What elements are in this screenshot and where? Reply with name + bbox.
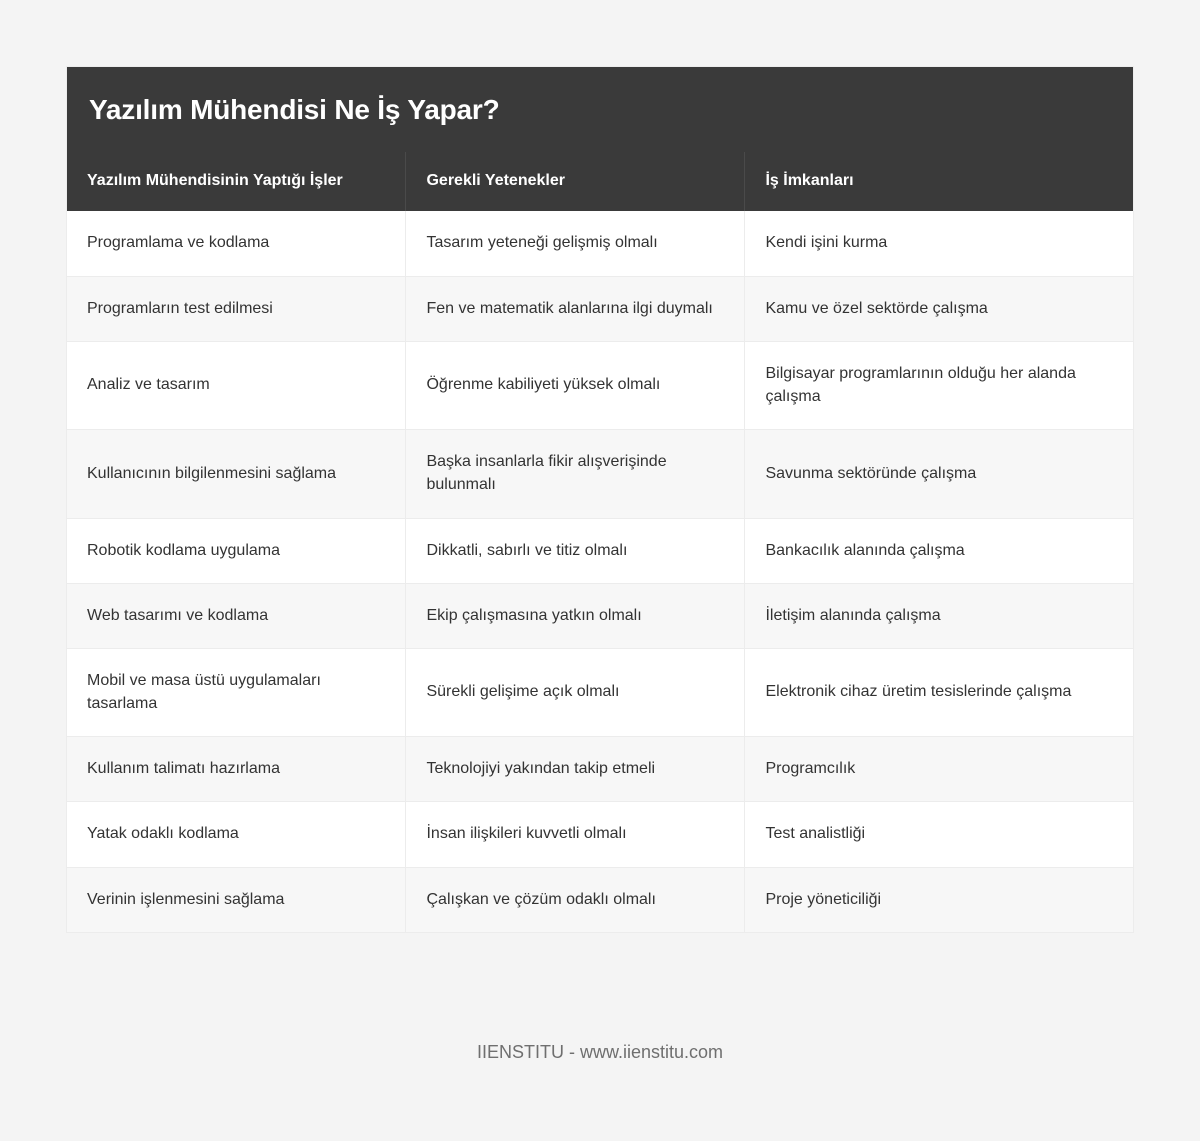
cell-task: Robotik kodlama uygulama — [67, 518, 406, 583]
column-header-tasks: Yazılım Mühendisinin Yaptığı İşler — [67, 152, 406, 212]
cell-skill: Çalışkan ve çözüm odaklı olmalı — [406, 867, 745, 932]
table-row — [67, 518, 1133, 583]
cell-task: Kullanım talimatı hazırlama — [67, 737, 406, 802]
cell-job: Bilgisayar programlarının olduğu her alanda çalışma — [745, 341, 1133, 429]
cell-skill: Ekip çalışmasına yatkın olmalı — [406, 583, 745, 648]
cell-job: Proje yöneticiliği — [745, 867, 1133, 932]
cell-skill: Başka insanlarla fikir alışverişinde bulunmalı — [406, 430, 745, 518]
table-header-row — [67, 152, 1133, 212]
table-body — [67, 211, 1133, 931]
cell-skill: İnsan ilişkileri kuvvetli olmalı — [406, 802, 745, 867]
cell-task: Programlama ve kodlama — [67, 211, 406, 276]
cell-job: Programcılık — [745, 737, 1133, 802]
cell-task: Verinin işlenmesini sağlama — [67, 867, 406, 932]
table-row — [67, 211, 1133, 276]
table-row — [67, 737, 1133, 802]
info-table-card — [67, 67, 1133, 932]
table-header — [67, 152, 1133, 212]
table-row — [67, 802, 1133, 867]
table-row — [67, 430, 1133, 518]
cell-task: Programların test edilmesi — [67, 276, 406, 341]
cell-job: İletişim alanında çalışma — [745, 583, 1133, 648]
table-row — [67, 867, 1133, 932]
page-title: Yazılım Mühendisi Ne İş Yapar? — [67, 67, 1133, 152]
cell-job: Kamu ve özel sektörde çalışma — [745, 276, 1133, 341]
table-row — [67, 648, 1133, 736]
cell-skill: Fen ve matematik alanlarına ilgi duymalı — [406, 276, 745, 341]
column-header-skills: Gerekli Yetenekler — [406, 152, 745, 212]
cell-task: Yatak odaklı kodlama — [67, 802, 406, 867]
cell-task: Analiz ve tasarım — [67, 341, 406, 429]
cell-skill: Sürekli gelişime açık olmalı — [406, 648, 745, 736]
cell-skill: Tasarım yeteneği gelişmiş olmalı — [406, 211, 745, 276]
cell-task: Mobil ve masa üstü uygulamaları tasarlama — [67, 648, 406, 736]
cell-skill: Teknolojiyi yakından takip etmeli — [406, 737, 745, 802]
cell-job: Test analistliği — [745, 802, 1133, 867]
cell-skill: Dikkatli, sabırlı ve titiz olmalı — [406, 518, 745, 583]
column-header-job-opportunities: İş İmkanları — [745, 152, 1133, 212]
cell-task: Web tasarımı ve kodlama — [67, 583, 406, 648]
footer-attribution: IIENSTITU - www.iienstitu.com — [476, 1042, 724, 1062]
cell-task: Kullanıcının bilgilenmesini sağlama — [67, 430, 406, 518]
cell-job: Savunma sektöründe çalışma — [745, 430, 1133, 518]
table-row — [67, 341, 1133, 429]
software-engineer-table — [67, 152, 1133, 932]
cell-skill: Öğrenme kabiliyeti yüksek olmalı — [406, 341, 745, 429]
table-row — [67, 583, 1133, 648]
table-row — [67, 276, 1133, 341]
cell-job: Bankacılık alanında çalışma — [745, 518, 1133, 583]
cell-job: Elektronik cihaz üretim tesislerinde çalışma — [745, 648, 1133, 736]
cell-job: Kendi işini kurma — [745, 211, 1133, 276]
